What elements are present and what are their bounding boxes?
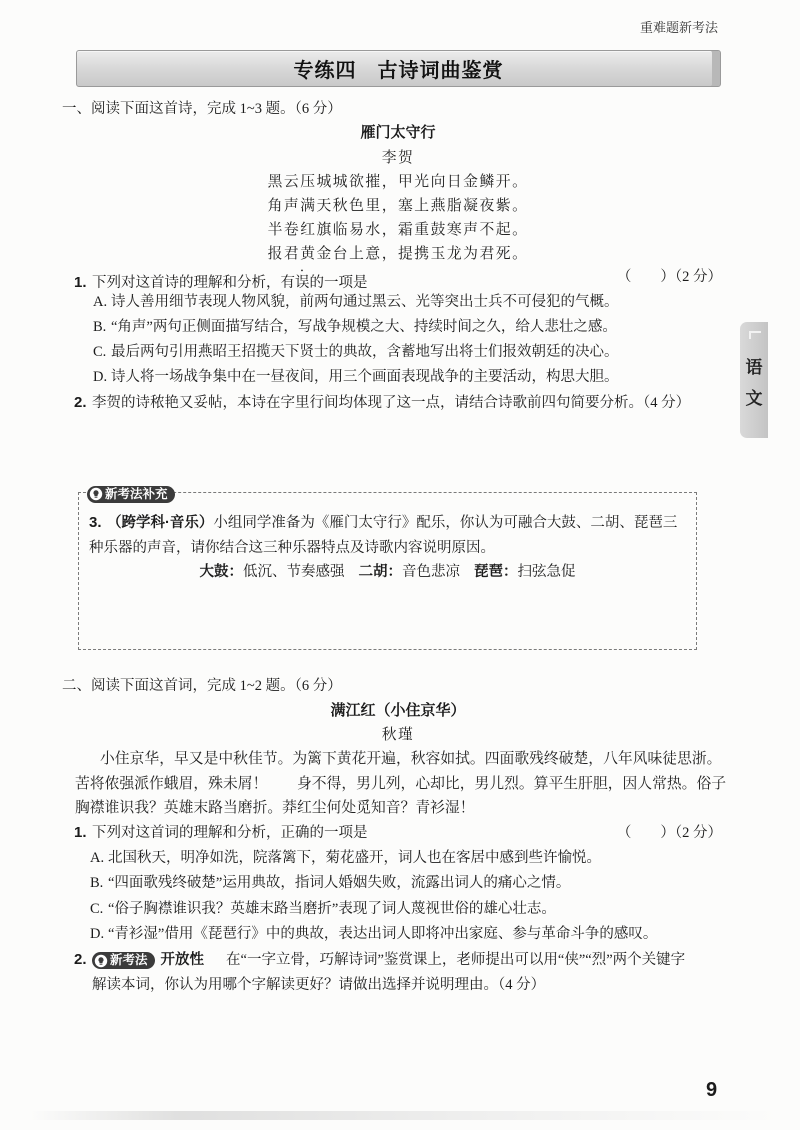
instrument-name: 大鼓： <box>199 564 243 580</box>
option <box>93 342 619 362</box>
supplement-question-line <box>89 513 677 533</box>
new-method-badge <box>92 952 155 969</box>
title-banner <box>76 50 721 87</box>
option <box>90 848 601 868</box>
question-number: 2. <box>74 394 87 411</box>
question-number: 3. <box>89 514 102 531</box>
option <box>90 899 556 919</box>
option-text: “四面歌残终破楚”运用典故，指词人婚姻失败，流露出词人的痛心之情。 <box>108 875 571 891</box>
instrument-desc: 扫弦急促 <box>517 564 576 580</box>
question-text: 小组同学准备为《雁门太守行》配乐，你认为可融合大鼓、二胡、琵琶三 <box>213 515 678 531</box>
supplement-badge <box>87 486 175 503</box>
option-letter: C. <box>90 901 104 917</box>
poem1-line: 报君黄金台上意，提携玉龙为君死。 <box>267 245 529 262</box>
emphasized-char: 误 <box>295 275 310 291</box>
poem2-title: 满江红（小住京华） <box>330 702 466 719</box>
points: （2 分） <box>674 269 722 285</box>
question-number: 1. <box>74 274 87 291</box>
option-text: 诗人将一场战争集中在一昼夜间，用三个画面表现战争的主要活动，构思大胆。 <box>111 369 619 385</box>
answer-blank: （ ） <box>616 269 675 285</box>
poem2-line: 小住京华，早又是中秋佳节。为篱下黄花开遍，秋容如拭。四面歌残终破楚，八年风味徒思浙。 <box>100 750 722 767</box>
instrument-list <box>78 562 697 582</box>
s2-question-2 <box>74 950 685 970</box>
section2-heading: 二、阅读下面这首词，完成 1~2 题。（6 分） <box>62 678 342 694</box>
option <box>90 924 657 944</box>
question-tag: （跨学科·音乐） <box>107 515 214 531</box>
poem1-line: 半卷红旗临易水，霜重鼓寒声不起。 <box>267 221 529 238</box>
option-text: 诗人善用细节表现人物风貌，前两句通过黑云、光等突出士兵不可侵犯的气概。 <box>111 294 619 310</box>
question-text: 在“一字立骨，巧解诗词”鉴赏课上，老师提出可以用“侠”“烈”两个关键字 <box>226 952 686 968</box>
bottom-scan-strip <box>30 1111 780 1120</box>
question-text: 李贺的诗秾艳又妥帖，本诗在字里行间均体现了这一点，请结合诗歌前四句简要分析。（4 分） <box>92 395 691 411</box>
question-stem: 的一项是 <box>309 275 368 291</box>
option <box>90 873 570 893</box>
option-text: “俗子胸襟谁识我？英雄末路当磨折”表现了词人蔑视世俗的雄心壮志。 <box>108 901 556 917</box>
page-title: 专练四 古诗词曲鉴赏 <box>293 60 504 82</box>
poem1-line: 黑云压城城欲摧，甲光向日金鳞开。 <box>267 173 529 190</box>
section1-heading: 一、阅读下面这首诗，完成 1~3 题。（6 分） <box>62 101 342 117</box>
question-number: 2. <box>74 951 87 968</box>
supplement-label-text: 新考法补充 <box>105 486 168 501</box>
supplement-question-line: 种乐器的声音，请你结合这三种乐器特点及诗歌内容说明原因。 <box>89 540 495 556</box>
option <box>93 317 617 337</box>
s1-question-2 <box>74 393 690 413</box>
subject-char: 语 <box>745 358 763 377</box>
subject-side-tab <box>740 322 768 438</box>
option-text: 最后两句引用燕昭王招揽天下贤士的典故，含蓄地写出将士们报效朝廷的决心。 <box>111 344 619 360</box>
s1-q1-answer-slot <box>617 267 722 287</box>
lightbulb-icon <box>89 487 103 501</box>
instrument-desc: 音色悲凉 <box>402 564 460 580</box>
option-letter: B. <box>90 875 104 891</box>
s2-question-1 <box>74 823 368 843</box>
s1-question-1 <box>74 267 368 291</box>
points: （2 分） <box>674 825 722 841</box>
option-text: 北国秋天，明净如洗，院落篱下，菊花盛开，词人也在客居中感到些许愉悦。 <box>108 850 601 866</box>
option-letter: A. <box>93 294 108 310</box>
poem2-line: 苦将侬强派作蛾眉，殊未屑！ 身不得，男儿列，心却比，男儿烈。算平生肝胆，因人常热。俗子 <box>75 775 727 792</box>
option-letter: D. <box>93 369 108 385</box>
poem1-line: 角声满天秋色里，塞上燕脂凝夜紫。 <box>267 197 529 214</box>
question-number: 1. <box>74 824 87 841</box>
supplement-label <box>87 485 175 503</box>
instrument-name: 二胡： <box>358 564 402 580</box>
question-stem: 下列对这首词的理解和分析，正确的一项是 <box>92 825 368 841</box>
poem2-line: 胸襟谁识我？英雄末路当磨折。莽红尘何处觅知音？青衫湿！ <box>75 799 475 816</box>
option-letter: C. <box>93 344 107 360</box>
series-label: 重难题新考法 <box>640 20 719 35</box>
poem1-author: 李贺 <box>381 149 415 166</box>
option <box>93 367 619 387</box>
option <box>93 292 619 312</box>
option-letter: A. <box>90 850 105 866</box>
option-text: “青衫湿”借用《琵琶行》中的典故，表达出词人即将冲出家庭、参与革命斗争的感叹。 <box>108 926 658 942</box>
lightbulb-icon <box>94 954 108 968</box>
tab-corner-mark <box>749 331 761 339</box>
answer-blank: （ ） <box>616 825 675 841</box>
page-number: 9 <box>706 1079 718 1101</box>
poem2-author: 秋瑾 <box>381 726 415 743</box>
option-text: “角声”两句正侧面描写结合，写战争规模之大、持续时间之久，给人悲壮之感。 <box>111 319 617 335</box>
subject-char: 文 <box>745 389 763 408</box>
instrument-name: 琵琶： <box>474 564 518 580</box>
poem1-title: 雁门太守行 <box>360 124 436 141</box>
instrument-desc: 低沉、节奏感强 <box>243 564 345 580</box>
badge-text: 新考法 <box>110 953 148 968</box>
s2-q1-answer-slot <box>617 823 722 843</box>
question-text-line: 解读本词，你认为用哪个字解读更好？请做出选择并说明理由。（4 分） <box>92 977 546 993</box>
question-stem: 下列对这首诗的理解和分析，有 <box>92 275 295 291</box>
option-letter: B. <box>93 319 107 335</box>
option-letter: D. <box>90 926 105 942</box>
question-tag: 开放性 <box>160 952 205 968</box>
